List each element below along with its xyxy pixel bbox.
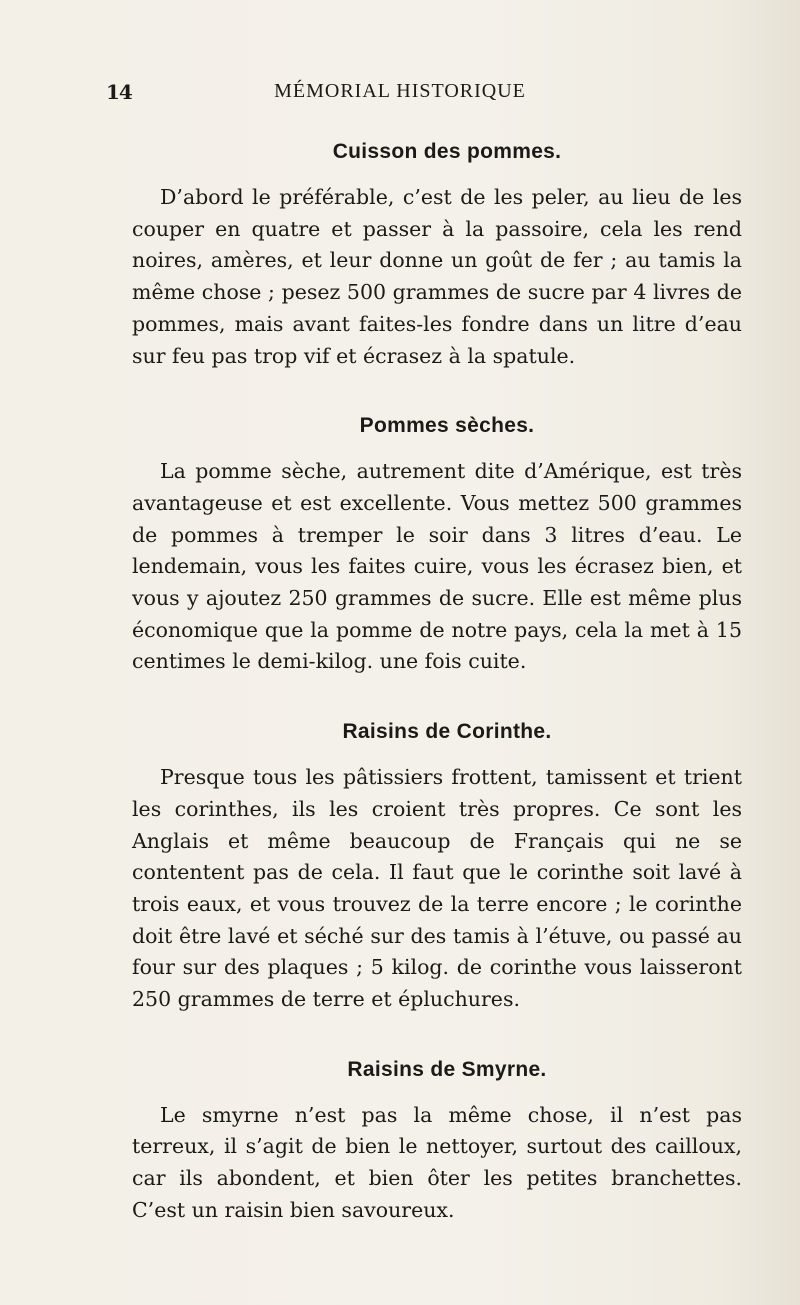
- section-title: Pommes sèches.: [359, 414, 535, 438]
- section-raisins-de-smyrne: [132, 1058, 742, 1227]
- section-title: Cuisson des pommes.: [332, 140, 562, 163]
- page-content: [132, 140, 742, 1227]
- section-paragraph: Le smyrne n’est pas la même chose, il n’est pas terreux, il s’agit de bien le nettoyer, surtout des cailloux, car ils abondent, et bien ôter les petites branchettes. C’est un raisin bien savoureux.: [132, 1102, 742, 1222]
- section-title: Raisins de Corinthe.: [342, 720, 552, 744]
- section-title: Raisins de Smyrne.: [347, 1057, 547, 1081]
- page-header: [0, 80, 800, 108]
- section-raisins-de-corinthe: [132, 720, 742, 1016]
- section-paragraph: D’abord le préférable, c’est de les peler, au lieu de les couper en quatre et passer à la passoire, cela les rend noires, amères, et leur donne un goût de fer ; au tamis la même chose ; pesez 500 grammes de sucre par 4 livres de pommes, mais avant faites-les fondre dans un litre d’eau sur feu pas trop vif et écrasez à la spatule.: [132, 185, 742, 368]
- section-paragraph: La pomme sèche, autrement dite d’Amérique, est très avantageuse et est excellente. Vous mettez 500 grammes de pommes à tremper le soir dans 3 litres d’eau. Le lendemain, vous les faites cuire, vous les écrasez bien, et vous y ajoutez 250 grammes de sucre. Elle est même plus économique que la pomme de notre pays, cela la met à 15 centimes le demi-kilog. une fois cuite.: [132, 459, 742, 674]
- page-number: 14: [106, 80, 132, 104]
- section-cuisson-des-pommes: [132, 140, 742, 372]
- section-pommes-seches: [132, 414, 742, 678]
- running-head: MÉMORIAL HISTORIQUE: [274, 80, 526, 102]
- section-paragraph: Presque tous les pâtissiers frottent, tamissent et trient les corinthes, ils les croient très propres. Ce sont les Anglais et même beaucoup de Français qui ne se contentent pas de cela. Il faut que le corinthe soit lavé à trois eaux, et vous trouvez de la terre encore ; le corinthe doit être lavé et séché sur des tamis à l’étuve, ou passé au four sur des plaques ; 5 kilog. de corinthe vous laisseront 250 grammes de terre et épluchures.: [132, 765, 742, 1012]
